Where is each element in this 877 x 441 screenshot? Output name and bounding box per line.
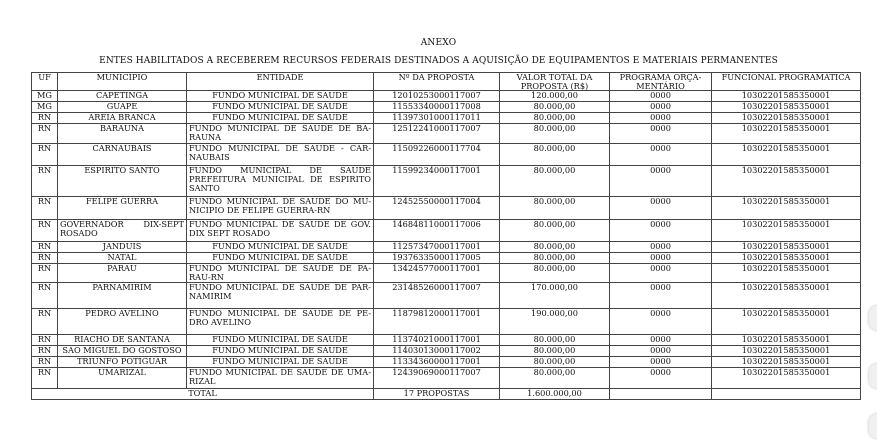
cell-valor: 80.000,00: [500, 220, 610, 242]
cell-funcional: 10302201585350001: [712, 124, 861, 144]
cell-valor: 170.000,00: [500, 283, 610, 309]
cell-uf: RN: [32, 197, 58, 220]
cell-proposta: 11553340000117008: [374, 102, 500, 113]
cell-municipio: PARNAMIRIM: [58, 283, 187, 309]
cell-proposta: 23148526000117007: [374, 283, 500, 309]
cell-funcional: 10302201585350001: [712, 102, 861, 113]
cell-uf: RN: [32, 264, 58, 283]
cell-programa: 0000: [610, 220, 712, 242]
cell-programa: 0000: [610, 253, 712, 264]
cell-proposta: 11374021000117001: [374, 335, 500, 346]
table-row: [32, 335, 861, 346]
table-row: [32, 253, 861, 264]
cell-funcional: 10302201585350001: [712, 357, 861, 368]
table-row: [32, 113, 861, 124]
cell-municipio: CARNAUBAIS: [58, 144, 187, 166]
cell-funcional: 10302201585350001: [712, 309, 861, 335]
document-title: ANEXO: [420, 38, 457, 48]
table-row: [32, 124, 861, 144]
cell-entidade: FUNDO MUNICIPAL DE SAUDE: [187, 91, 374, 102]
cell-proposta: 11879812000117001: [374, 309, 500, 335]
cell-programa: 0000: [610, 283, 712, 309]
cell-entidade: FUNDO MUNICIPAL DE SAUDE DO MU-NICIPIO DE FELIPE GUERRA-RN: [187, 197, 374, 220]
cell-proposta: 11403013000117002: [374, 346, 500, 357]
cell-funcional: 10302201585350001: [712, 166, 861, 197]
cell-funcional: 10302201585350001: [712, 91, 861, 102]
cell-proposta: 12452550000117004: [374, 197, 500, 220]
cell-funcional: 10302201585350001: [712, 335, 861, 346]
cell-uf: RN: [32, 309, 58, 335]
cell-valor: 120.000,00: [500, 91, 610, 102]
cell-funcional: 10302201585350001: [712, 368, 861, 389]
table-header-row: [32, 73, 861, 91]
header-valor: VALOR TOTAL DA PROPOSTA (R$): [500, 73, 610, 91]
cell-programa: 0000: [610, 368, 712, 389]
cell-municipio: TRIUNFO POTIGUAR: [58, 357, 187, 368]
cell-valor: 80.000,00: [500, 335, 610, 346]
header-proposta: Nº DA PROPOSTA: [374, 73, 500, 91]
cell-funcional: 10302201585350001: [712, 283, 861, 309]
table-row: [32, 368, 861, 389]
cell-municipio: GOVERNADOR DIX-SEPT ROSADO: [58, 220, 187, 242]
cell-funcional: 10302201585350001: [712, 113, 861, 124]
table-row: [32, 166, 861, 197]
cell-entidade: FUNDO MUNICIPAL DE SAUDE: [187, 253, 374, 264]
total-row: [32, 389, 861, 400]
table-row: [32, 144, 861, 166]
cell-valor: 80.000,00: [500, 102, 610, 113]
cell-uf: RN: [32, 357, 58, 368]
cell-entidade: FUNDO MUNICIPAL DE SAUDE DE PA-RAU-RN: [187, 264, 374, 283]
total-empty-programa: [610, 389, 712, 400]
cell-uf: RN: [32, 242, 58, 253]
cell-proposta: 11599234000117001: [374, 166, 500, 197]
cell-entidade: FUNDO MUNICIPAL DE SAUDE: [187, 242, 374, 253]
cell-programa: 0000: [610, 113, 712, 124]
cell-funcional: 10302201585350001: [712, 144, 861, 166]
cell-programa: 0000: [610, 346, 712, 357]
cell-valor: 80.000,00: [500, 197, 610, 220]
total-empty-funcional: [712, 389, 861, 400]
cell-proposta: 13424577000117001: [374, 264, 500, 283]
cell-entidade: FUNDO MUNICIPAL DE SAUDE DE PAR-NAMIRIM: [187, 283, 374, 309]
cell-funcional: 10302201585350001: [712, 197, 861, 220]
cell-valor: 80.000,00: [500, 166, 610, 197]
table-row: [32, 242, 861, 253]
table-row: [32, 309, 861, 335]
cell-uf: MG: [32, 91, 58, 102]
total-proposta: 17 PROPOSTAS: [374, 389, 500, 400]
cell-municipio: AREIA BRANCA: [58, 113, 187, 124]
cell-proposta: 11509226000117704: [374, 144, 500, 166]
cell-programa: 0000: [610, 91, 712, 102]
header-programa: PROGRAMA ORÇA-MENTÁRIO: [610, 73, 712, 91]
cell-uf: RN: [32, 113, 58, 124]
cell-entidade: FUNDO MUNICIPAL DE SAUDE: [187, 113, 374, 124]
table-row: [32, 357, 861, 368]
cell-municipio: CAPETINGA: [58, 91, 187, 102]
cell-entidade: FUNDO MUNICIPAL DE SAUDE: [187, 346, 374, 357]
header-funcional: FUNCIONAL PROGRAMÁTICA: [712, 73, 861, 91]
cell-valor: 80.000,00: [500, 144, 610, 166]
cell-funcional: 10302201585350001: [712, 220, 861, 242]
cell-proposta: 12439069000117007: [374, 368, 500, 389]
cell-uf: RN: [32, 220, 58, 242]
cell-uf: RN: [32, 144, 58, 166]
cell-programa: 0000: [610, 197, 712, 220]
cell-uf: RN: [32, 124, 58, 144]
cell-entidade: FUNDO MUNICIPAL DE SAUDE - CAR-NAUBAIS: [187, 144, 374, 166]
cell-municipio: PEDRO AVELINO: [58, 309, 187, 335]
cell-municipio: SAO MIGUEL DO GOSTOSO: [58, 346, 187, 357]
cell-municipio: UMARIZAL: [58, 368, 187, 389]
cell-valor: 80.000,00: [500, 113, 610, 124]
cell-valor: 80.000,00: [500, 357, 610, 368]
cell-valor: 80.000,00: [500, 242, 610, 253]
cell-programa: 0000: [610, 166, 712, 197]
cell-municipio: GUAPE: [58, 102, 187, 113]
cell-entidade: FUNDO MUNICIPAL DE SAUDE PREFEITURA MUNICIPAL DE ESPIRITO SANTO: [187, 166, 374, 197]
cell-proposta: 12010253000117007: [374, 91, 500, 102]
cell-valor: 80.000,00: [500, 346, 610, 357]
cell-programa: 0000: [610, 124, 712, 144]
cell-proposta: 11334360000117001: [374, 357, 500, 368]
total-valor: 1.600.000,00: [500, 389, 610, 400]
table-row: [32, 91, 861, 102]
cell-entidade: FUNDO MUNICIPAL DE SAUDE DE UMA-RIZAL: [187, 368, 374, 389]
cell-uf: MG: [32, 102, 58, 113]
cell-valor: 80.000,00: [500, 124, 610, 144]
cell-entidade: FUNDO MUNICIPAL DE SAUDE: [187, 335, 374, 346]
cell-proposta: 11397301000117011: [374, 113, 500, 124]
cell-municipio: RIACHO DE SANTANA: [58, 335, 187, 346]
cell-entidade: FUNDO MUNICIPAL DE SAUDE: [187, 357, 374, 368]
total-label: TOTAL: [32, 389, 374, 400]
cell-uf: RN: [32, 253, 58, 264]
cell-funcional: 10302201585350001: [712, 346, 861, 357]
cell-entidade: FUNDO MUNICIPAL DE SAUDE DE BA-RAUNA: [187, 124, 374, 144]
table-row: [32, 220, 861, 242]
side-scroll-handle[interactable]: [869, 306, 877, 330]
cell-programa: 0000: [610, 309, 712, 335]
cell-programa: 0000: [610, 357, 712, 368]
cell-valor: 80.000,00: [500, 368, 610, 389]
cell-proposta: 11257347000117001: [374, 242, 500, 253]
cell-uf: RN: [32, 283, 58, 309]
cell-entidade: FUNDO MUNICIPAL DE SAUDE DE GOV. DIX SEPT ROSADO: [187, 220, 374, 242]
side-scroll-handle[interactable]: [869, 414, 877, 438]
cell-funcional: 10302201585350001: [712, 242, 861, 253]
cell-municipio: ESPIRITO SANTO: [58, 166, 187, 197]
header-uf: UF: [32, 73, 58, 91]
cell-proposta: 14684811000117006: [374, 220, 500, 242]
cell-uf: RN: [32, 346, 58, 357]
cell-uf: RN: [32, 335, 58, 346]
cell-uf: RN: [32, 368, 58, 389]
table-row: [32, 197, 861, 220]
cell-proposta: 19376335000117005: [374, 253, 500, 264]
table-row: [32, 346, 861, 357]
cell-municipio: JANDUIS: [58, 242, 187, 253]
cell-programa: 0000: [610, 102, 712, 113]
header-entidade: ENTIDADE: [187, 73, 374, 91]
header-municipio: MUNICÍPIO: [58, 73, 187, 91]
cell-entidade: FUNDO MUNICIPAL DE SAUDE DE PE-DRO AVELINO: [187, 309, 374, 335]
cell-municipio: BARAUNA: [58, 124, 187, 144]
cell-valor: 80.000,00: [500, 264, 610, 283]
cell-funcional: 10302201585350001: [712, 253, 861, 264]
table-row: [32, 102, 861, 113]
cell-proposta: 12512241000117007: [374, 124, 500, 144]
cell-municipio: NATAL: [58, 253, 187, 264]
cell-valor: 80.000,00: [500, 253, 610, 264]
cell-programa: 0000: [610, 335, 712, 346]
table-row: [32, 264, 861, 283]
cell-programa: 0000: [610, 144, 712, 166]
cell-uf: RN: [32, 166, 58, 197]
cell-funcional: 10302201585350001: [712, 264, 861, 283]
cell-municipio: PARAU: [58, 264, 187, 283]
cell-programa: 0000: [610, 264, 712, 283]
cell-municipio: FELIPE GUERRA: [58, 197, 187, 220]
cell-programa: 0000: [610, 242, 712, 253]
table-row: [32, 283, 861, 309]
cell-entidade: FUNDO MUNICIPAL DE SAUDE: [187, 102, 374, 113]
document-subtitle: ENTES HABILITADOS A RECEBEREM RECURSOS FEDERAIS DESTINADOS A AQUISIÇÃO DE EQUIPAMENTOS E MATERIAIS PERMANENTES: [99, 56, 778, 66]
habilitados-table: [31, 72, 861, 400]
side-scroll-handle[interactable]: [869, 364, 877, 388]
cell-valor: 190.000,00: [500, 309, 610, 335]
